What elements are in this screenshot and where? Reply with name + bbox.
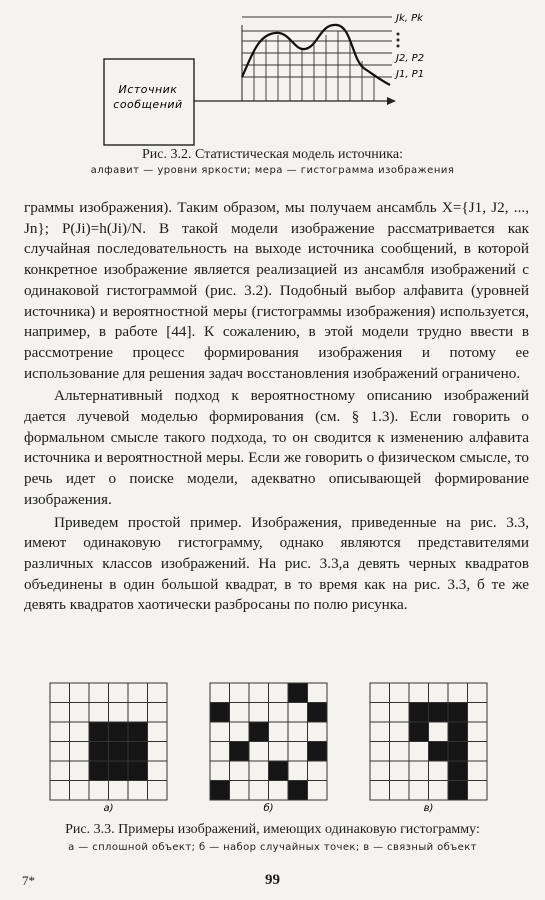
empty-cell — [230, 761, 250, 781]
filled-cell — [210, 703, 230, 723]
empty-cell — [288, 761, 308, 781]
empty-cell — [308, 781, 328, 801]
empty-cell — [249, 703, 269, 723]
grid-panel-2 — [210, 683, 327, 814]
empty-cell — [370, 683, 390, 703]
filled-cell — [448, 761, 468, 781]
filled-cell — [128, 761, 148, 781]
page-number: 99 — [265, 872, 280, 888]
empty-cell — [448, 683, 468, 703]
empty-cell — [70, 703, 90, 723]
empty-cell — [50, 703, 70, 723]
filled-cell — [308, 703, 328, 723]
empty-cell — [390, 683, 410, 703]
filled-cell — [89, 761, 109, 781]
empty-cell — [308, 761, 328, 781]
empty-cell — [409, 742, 429, 762]
empty-cell — [148, 683, 168, 703]
empty-cell — [70, 722, 90, 742]
empty-cell — [230, 781, 250, 801]
figure-3-2-caption-subtitle: алфавит — уровни яркости; мера — гистограмма изображения — [90, 165, 455, 176]
empty-cell — [370, 722, 390, 742]
empty-cell — [148, 781, 168, 801]
filled-cell — [448, 742, 468, 762]
filled-cell — [230, 742, 250, 762]
empty-cell — [109, 683, 129, 703]
paragraph-3: Приведем простой пример. Изображения, приведенные на рис. 3.3, имеют одинаковую гистограмму, однако являются представителями различных классов изображений. На рис. 3.3,а девять черных квадратов объединены в один большой квадрат, в то время как на рис. 3.3, б те же девять квадратов хаотически разбросаны по полю рисунка. — [24, 513, 529, 614]
empty-cell — [148, 722, 168, 742]
empty-cell — [390, 742, 410, 762]
empty-cell — [210, 761, 230, 781]
source-label-line2: сообщений — [113, 98, 183, 111]
empty-cell — [468, 683, 488, 703]
level-label-2: J2, P2 — [396, 53, 425, 64]
source-label-line1: Источник — [118, 83, 178, 96]
empty-cell — [249, 781, 269, 801]
empty-cell — [249, 742, 269, 762]
grid-panel-1 — [50, 683, 167, 814]
empty-cell — [468, 781, 488, 801]
empty-cell — [429, 683, 449, 703]
filled-cell — [109, 761, 129, 781]
filled-cell — [448, 781, 468, 801]
empty-cell — [390, 781, 410, 801]
filled-cell — [109, 742, 129, 762]
empty-cell — [210, 683, 230, 703]
empty-cell — [109, 781, 129, 801]
empty-cell — [269, 703, 289, 723]
empty-cell — [128, 683, 148, 703]
filled-cell — [308, 742, 328, 762]
empty-cell — [269, 722, 289, 742]
ellipsis-dots — [397, 33, 400, 48]
empty-cell — [50, 781, 70, 801]
figure-3-3 — [50, 683, 500, 814]
histogram-curve — [242, 25, 390, 85]
panel-label-1: а) — [103, 803, 114, 814]
empty-cell — [210, 742, 230, 762]
empty-cell — [148, 742, 168, 762]
empty-cell — [429, 781, 449, 801]
filled-cell — [409, 703, 429, 723]
empty-cell — [468, 703, 488, 723]
filled-cell — [429, 742, 449, 762]
arrowhead-icon — [387, 97, 396, 105]
empty-cell — [70, 683, 90, 703]
empty-cell — [128, 781, 148, 801]
empty-cell — [89, 781, 109, 801]
empty-cell — [429, 761, 449, 781]
empty-cell — [308, 722, 328, 742]
empty-cell — [370, 703, 390, 723]
figure-3-3-caption-subtitle: а — сплошной объект; б — набор случайных точек; в — связный объект — [68, 842, 477, 853]
paragraph-1: граммы изображения). Таким образом, мы получаем ансамбль X={J1, J2, ..., Jn}; P(Ji)=h(Ji)/N. В такой модели изображение рассматривается как случайная последовательность на выходе источника сообщений, в которой конкретное изображение является реализацией из ансамбля изображений с одинаковой гистограммой (рис. 3.2). Подобный выбор алфавита (уровней источника) и вероятностной меры (гистограммы изображения) используется, например, в работе [44]. К сожалению, в этой модели трудно ввести в рассмотрение процесс формирования изображения и потому ее использование для решения задач восстановления изображений ограничено. — [24, 199, 529, 382]
empty-cell — [128, 703, 148, 723]
empty-cell — [70, 781, 90, 801]
filled-cell — [210, 781, 230, 801]
figure-3-2-caption-title: Рис. 3.2. Статистическая модель источника: — [142, 147, 403, 162]
filled-cell — [429, 703, 449, 723]
filled-cell — [448, 703, 468, 723]
empty-cell — [269, 683, 289, 703]
empty-cell — [230, 722, 250, 742]
filled-cell — [109, 722, 129, 742]
empty-cell — [50, 761, 70, 781]
empty-cell — [288, 703, 308, 723]
empty-cell — [109, 703, 129, 723]
paragraph-2: Альтернативный подход к вероятностному описанию изображений дается лучевой моделью формирования (см. § 1.3). Если говорить о формальном смысле такого подхода, то он сводится к изменению алфавита источника и вероятностной меры. Если же говорить о физическом смысле, то речь идет о поиске модели, адекватно описывающей формирование изображения. — [24, 387, 529, 508]
filled-cell — [409, 722, 429, 742]
empty-cell — [50, 722, 70, 742]
filled-cell — [128, 722, 148, 742]
empty-cell — [230, 683, 250, 703]
empty-cell — [148, 703, 168, 723]
empty-cell — [89, 703, 109, 723]
empty-cell — [148, 761, 168, 781]
empty-cell — [70, 742, 90, 762]
empty-cell — [390, 722, 410, 742]
empty-cell — [210, 722, 230, 742]
filled-cell — [89, 722, 109, 742]
empty-cell — [370, 742, 390, 762]
empty-cell — [89, 683, 109, 703]
empty-cell — [269, 781, 289, 801]
empty-cell — [370, 761, 390, 781]
level-label-k: Jk, Pk — [396, 13, 423, 24]
filled-cell — [89, 742, 109, 762]
level-lines — [242, 17, 392, 77]
empty-cell — [50, 742, 70, 762]
figure-3-2 — [90, 5, 450, 145]
empty-cell — [230, 703, 250, 723]
empty-cell — [50, 683, 70, 703]
empty-cell — [249, 761, 269, 781]
panel-label-2: б) — [263, 803, 274, 814]
filled-cell — [288, 683, 308, 703]
empty-cell — [409, 683, 429, 703]
empty-cell — [468, 761, 488, 781]
panel-label-3: в) — [423, 803, 434, 814]
empty-cell — [390, 703, 410, 723]
empty-cell — [409, 761, 429, 781]
filled-cell — [269, 761, 289, 781]
empty-cell — [468, 742, 488, 762]
figure-3-3-caption-title: Рис. 3.3. Примеры изображений, имеющих одинаковую гистограмму: — [65, 822, 480, 837]
empty-cell — [468, 722, 488, 742]
grid-panel-3 — [370, 683, 487, 814]
empty-cell — [429, 722, 449, 742]
level-label-1: J1, P1 — [396, 69, 425, 80]
signature-mark: 7* — [22, 873, 35, 888]
empty-cell — [249, 683, 269, 703]
empty-cell — [370, 781, 390, 801]
filled-cell — [288, 781, 308, 801]
empty-cell — [70, 761, 90, 781]
empty-cell — [269, 742, 289, 762]
empty-cell — [390, 761, 410, 781]
filled-cell — [128, 742, 148, 762]
empty-cell — [288, 722, 308, 742]
empty-cell — [288, 742, 308, 762]
filled-cell — [448, 722, 468, 742]
empty-cell — [409, 781, 429, 801]
filled-cell — [249, 722, 269, 742]
empty-cell — [308, 683, 328, 703]
body-text — [24, 198, 529, 616]
